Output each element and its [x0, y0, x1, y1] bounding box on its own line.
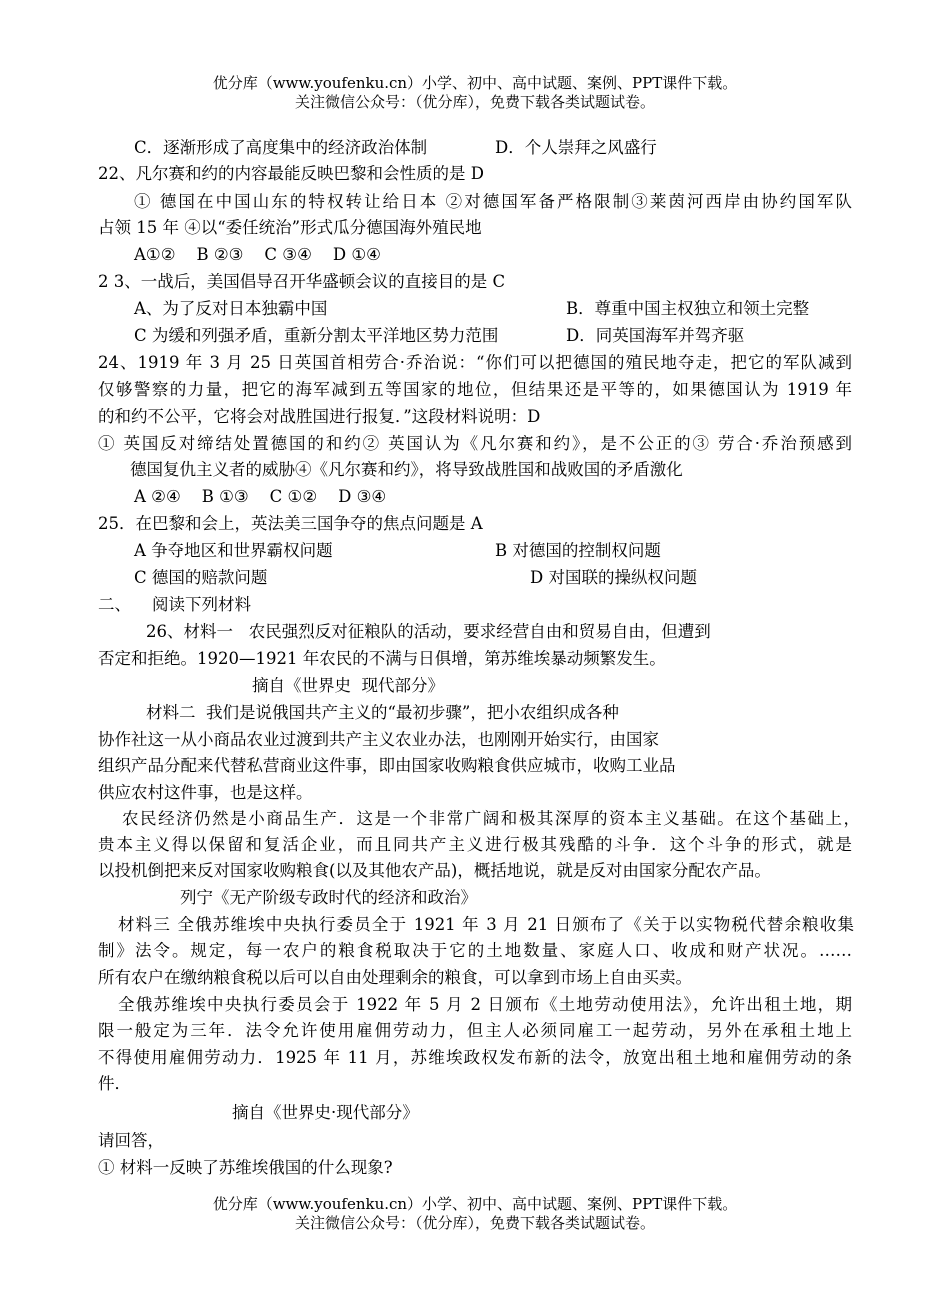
q26-material-3-line-5: 限一般定为三年．法令允许使用雇佣劳动力，但主人必须同雇工一起劳动，另外在承租土地上 [98, 1021, 852, 1040]
q21-option-c: C．逐渐形成了高度集中的经济政治体制 [134, 138, 428, 157]
q26-material-1-line-1: 26、材料一 农民强烈反对征粮队的活动，要求经营自由和贸易自由，但遭到 [146, 622, 711, 641]
q26-material-2-source: 列宁《无产阶级专政时代的经济和政治》 [180, 888, 477, 907]
q23-option-b: B．尊重中国主权独立和领土完整 [566, 299, 810, 318]
q26-material-3-line-6: 不得使用雇佣劳动力．1925 年 11 月，苏维埃政权发布新的法令，放宽出租土地和雇佣劳动的条 [98, 1048, 852, 1067]
q22-items-line-1: ① 德国在中国山东的特权转让给日本 ②对德国军备严格限制③莱茵河西岸由协约国军队 [134, 192, 852, 211]
question-1: ① 材料一反映了苏维埃俄国的什么现象? [98, 1158, 393, 1177]
q22-options: A①② B ②③ C ③④ D ①④ [134, 245, 381, 264]
q26-material-3-line-4: 全俄苏维埃中央执行委员会于 1922 年 5 月 2 日颁布《土地劳动使用法》，允许出租土地，期 [118, 995, 852, 1014]
answer-prompt: 请回答， [98, 1131, 164, 1150]
q23-option-a: A、为了反对日本独霸中国 [134, 299, 328, 318]
q23-stem: 2 3、一战后，美国倡导召开华盛顿会议的直接目的是 C [98, 272, 506, 291]
q25-option-b: B 对德国的控制权问题 [495, 541, 661, 560]
q26-material-2-line-1: 材料二 我们是说俄国共产主义的“最初步骤”，把小农组织成各种 [146, 703, 619, 722]
q26-material-2-line-2: 协作社这一从小商品农业过渡到共产主义农业办法，也刚刚开始实行，由国家 [98, 730, 659, 749]
q26-material-3-line-2: 制》法令。规定，每一农户的粮食税取决于它的土地数量、家庭人口、收成和财产状况。…… [98, 941, 852, 960]
footer-line-1: 优分库（www.youfenku.cn）小学、初中、高中试题、案例、PPT课件下载。 [212, 1195, 738, 1213]
q24-line-1: 24、1919 年 3 月 25 日英国首相劳合·乔治说：“你们可以把德国的殖民地夺走，把它的军队减到 [98, 353, 852, 372]
q26-material-3-source: 摘自《世界史·现代部分》 [232, 1103, 419, 1122]
q21-option-d: D．个人崇拜之风盛行 [495, 138, 657, 157]
section-2-title: 二、 阅读下列材料 [98, 595, 251, 614]
q24-line-3: 的和约不公平，它将会对战胜国进行报复．”这段材料说明：D [98, 407, 541, 426]
q25-option-a: A 争夺地区和世界霸权问题 [134, 541, 333, 560]
footer-line-2: 关注微信公众号：（优分库），免费下载各类试题试卷。 [294, 1214, 655, 1232]
q26-material-2-line-3: 组织产品分配来代替私营商业这件事，即由国家收购粮食供应城市，收购工业品 [98, 756, 676, 775]
q24-items-line-1: ① 英国反对缔结处置德国的和约② 英国认为《凡尔赛和约》，是不公正的③ 劳合·乔治预感到 [98, 434, 852, 453]
q24-items-line-2: 德国复仇主义者的威胁④《凡尔赛和约》，将导致战胜国和战败国的矛盾激化 [130, 460, 683, 479]
q25-option-d: D 对国联的操纵权问题 [530, 568, 697, 587]
q26-material-1-source: 摘自《世界史 现代部分》 [252, 676, 444, 695]
header-line-2: 关注微信公众号：（优分库），免费下载各类试题试卷。 [294, 93, 655, 111]
q26-material-1-line-2: 否定和拒绝。1920—1921 年农民的不满与日俱增，第苏维埃暴动频繁发生。 [98, 649, 666, 668]
q26-material-2-line-5: 农民经济仍然是小商品生产．这是一个非常广阔和极其深厚的资本主义基础。在这个基础上， [122, 809, 860, 828]
q25-stem: 25．在巴黎和会上，英法美三国争夺的焦点问题是 A [98, 514, 483, 533]
q26-material-2-line-6: 贵本主义得以保留和复活企业，而且同共产主义进行极其残酷的斗争．这个斗争的形式，就是 [98, 835, 852, 854]
q24-options: A ②④ B ①③ C ①② D ③④ [134, 487, 387, 506]
q22-stem: 22、凡尔赛和约的内容最能反映巴黎和会性质的是 D [98, 164, 484, 183]
q24-line-2: 仅够警察的力量，把它的海军减到五等国家的地位，但结果还是平等的，如果德国认为 1919 年 [98, 380, 852, 399]
q26-material-2-line-7: 以投机倒把来反对国家收购粮食(以及其他农产品)，概括地说，就是反对由国家分配农产品。 [98, 861, 771, 880]
q25-option-c: C 德国的赔款问题 [134, 568, 268, 587]
q26-material-3-line-7: 件． [98, 1074, 131, 1093]
q23-option-d: D．同英国海军并驾齐驱 [566, 326, 745, 345]
q23-option-c: C 为缓和列强矛盾，重新分割太平洋地区势力范围 [134, 326, 499, 345]
q26-material-2-line-4: 供应农村这件事，也是这样。 [98, 783, 313, 802]
q22-items-line-2: 占领 15 年 ④以“委任统治”形式瓜分德国海外殖民地 [98, 218, 482, 237]
header-line-1: 优分库（www.youfenku.cn）小学、初中、高中试题、案例、PPT课件下载。 [212, 74, 738, 92]
q26-material-3-line-3: 所有农户在缴纳粮食税以后可以自由处理剩余的粮食，可以拿到市场上自由买卖。 [98, 968, 692, 987]
q26-material-3-line-1: 材料三 全俄苏维埃中央执行委员全于 1921 年 3 月 21 日颁布了《关于以实物税代替余粮收集 [118, 915, 854, 934]
